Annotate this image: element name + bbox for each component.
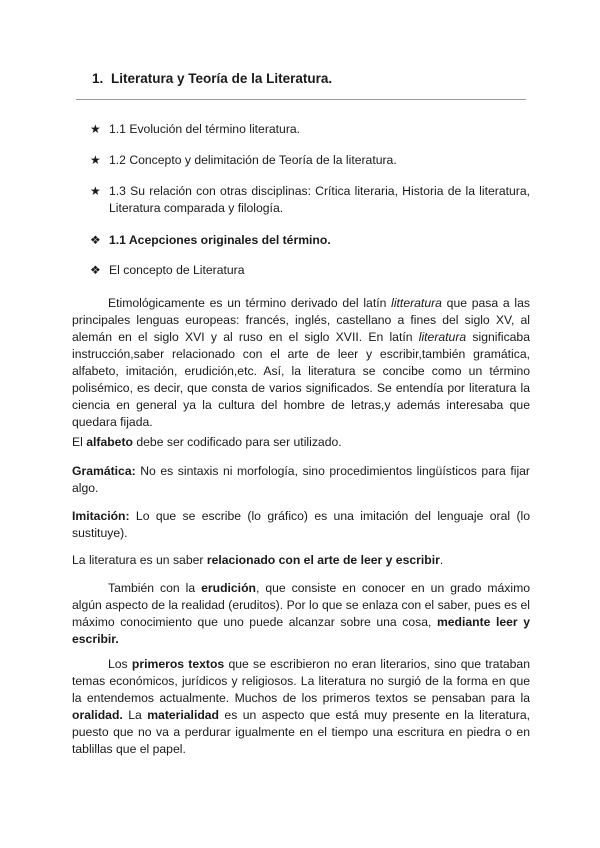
subsection-item-text: El concepto de Literatura xyxy=(109,263,245,277)
bold-term: materialidad xyxy=(147,708,220,722)
bold-term: Gramática: xyxy=(72,464,136,478)
subsection-item-text: 1.1 Acepciones originales del término. xyxy=(109,233,331,247)
outline-item-text: 1.3 Su relación con otras disciplinas: Crítica literaria, Historia de la literatura, Literatura comparada y filología. xyxy=(109,184,530,215)
text-run: El xyxy=(72,435,87,449)
section-heading xyxy=(92,70,332,87)
text-run: que pasa a las principales lenguas europeas: francés, inglés, castellano a fines del siglo XV, al alemán en el siglo XVI y al ruso en el siglo XVII. En latín xyxy=(72,296,530,344)
text-run: Lo que se escribe (lo gráfico) es una imitación del lenguaje oral (lo sustituye). xyxy=(72,509,530,540)
text-run: Etimológicamente es un término derivado del latín xyxy=(108,296,392,310)
star-icon: ★ xyxy=(90,153,101,167)
outline-item-text: 1.2 Concepto y delimitación de Teoría de la literatura. xyxy=(109,153,397,167)
paragraph-etimologia xyxy=(72,295,530,431)
bold-term: mediante leer y escribir. xyxy=(72,615,530,646)
outline-item-1-1 xyxy=(90,121,530,138)
text-run: significaba instrucción,saber relacionado con el arte de leer y escribir,también gramática, alfabeto, imitación, erudición,etc. Así, la literatura se concibe como un término polisémico, es decir, que consta de varios significados. Se entendía por literatura la ciencia en general ya la cultura del hombre de letras,y además interesaba que quedara fijada. xyxy=(72,330,530,429)
bold-term: relacionado con el arte de leer y escribir xyxy=(206,553,440,567)
paragraph-erudicion xyxy=(72,580,530,648)
text-run: También con la xyxy=(108,581,202,595)
bold-term: oralidad. xyxy=(72,708,123,722)
outline-item-1-3 xyxy=(90,183,530,217)
outline-item-1-2 xyxy=(90,152,530,169)
bold-term: primeros textos xyxy=(131,657,225,671)
paragraph-primeros-textos xyxy=(72,656,530,758)
paragraph-gramatica xyxy=(72,463,530,497)
bold-term: alfabeto xyxy=(86,435,133,449)
star-icon: ★ xyxy=(90,184,101,198)
bold-term: erudición xyxy=(201,581,256,595)
text-run: La xyxy=(122,708,148,722)
diamond-icon: ❖ xyxy=(90,233,101,247)
italic-term: literatura xyxy=(418,330,467,344)
paragraph-imitacion xyxy=(72,508,530,542)
italic-term: litteratura xyxy=(391,296,442,310)
text-run: es un aspecto que está muy presente en la literatura, puesto que no va a perdurar igualmente en el tiempo una escritura en piedra o en tablillas que el papel. xyxy=(72,708,530,756)
subsection-item-acepciones xyxy=(90,232,530,249)
star-icon: ★ xyxy=(90,122,101,136)
section-number: 1. xyxy=(92,71,104,86)
text-run: Los xyxy=(108,657,132,671)
text-run: No es sintaxis ni morfología, sino procedimientos lingüísticos para fijar algo. xyxy=(72,464,530,495)
diamond-icon: ❖ xyxy=(90,263,101,277)
heading-divider xyxy=(76,99,526,100)
text-run: . xyxy=(439,553,444,567)
outline-item-text: 1.1 Evolución del término literatura. xyxy=(109,122,301,136)
section-title: Literatura y Teoría de la Literatura. xyxy=(111,71,333,86)
text-run: debe ser codificado para ser utilizado. xyxy=(132,435,342,449)
paragraph-saber xyxy=(72,552,530,569)
paragraph-alfabeto xyxy=(72,434,530,451)
subsection-item-concepto xyxy=(90,262,530,279)
bold-term: Imitación: xyxy=(72,509,130,523)
text-run: , que consiste en conocer en un grado máximo algún aspecto de la realidad (eruditos). Por lo que se enlaza con el saber, pues es el máximo conocimiento que uno puede alcanzar sobre una cosa, xyxy=(72,581,530,629)
text-run: La literatura es un saber xyxy=(72,553,207,567)
text-run: que se escribieron no eran literarios, sino que trataban temas económicos, jurídicos y religiosos. La literatura no surgió de la forma en que la entendemos actualmente. Muchos de los primeros textos se pensaban para la xyxy=(72,657,530,705)
